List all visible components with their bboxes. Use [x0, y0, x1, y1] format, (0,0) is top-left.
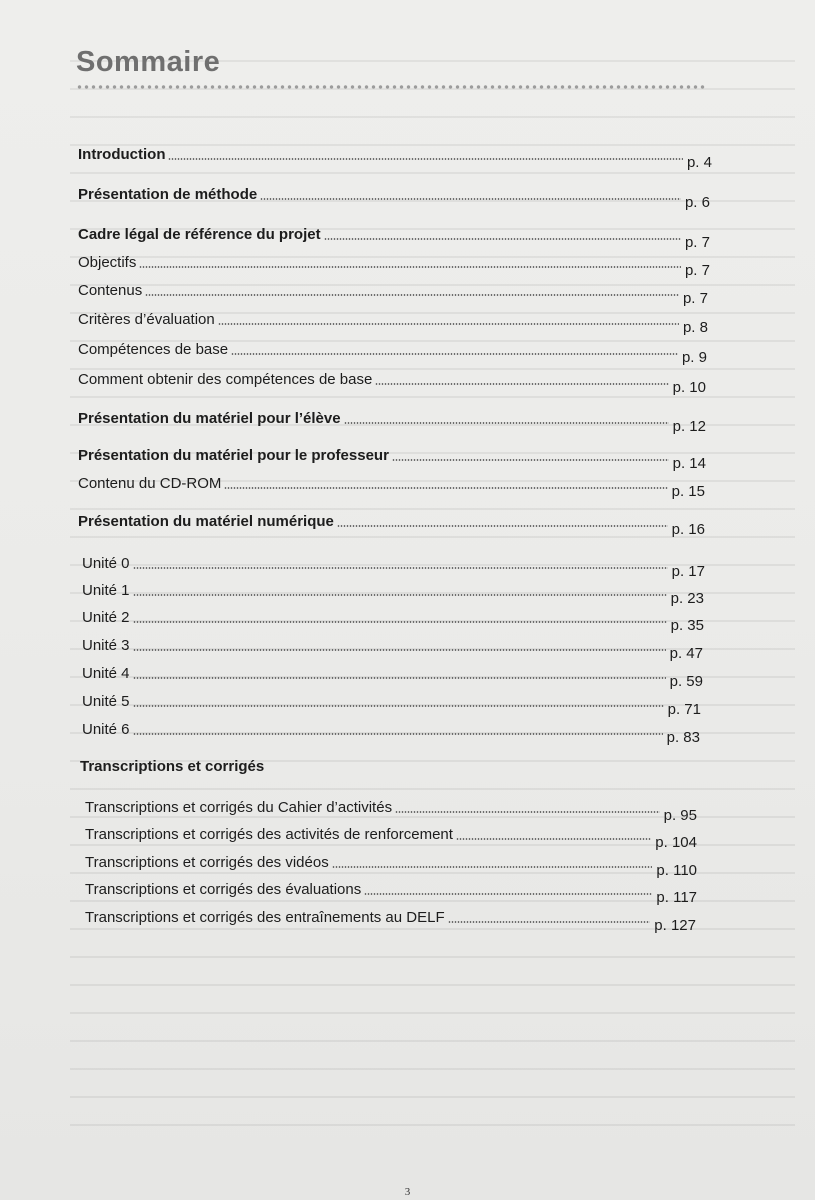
toc-entry-label: Présentation du matériel pour l’élève [78, 410, 341, 427]
toc-entry-page: p. 12 [672, 418, 706, 435]
toc-entry-label: Critères d’évaluation [78, 311, 215, 328]
dot-leader [375, 383, 668, 385]
toc-entry-label: Compétences de base [78, 341, 229, 358]
dot-leader [392, 459, 669, 461]
section-heading-transcriptions: Transcriptions et corrigés [80, 758, 265, 775]
dot-leader [133, 705, 664, 707]
toc-entry-label: Unité 4 [82, 665, 130, 682]
toc-entry-label: Présentation du matériel pour le professeur [78, 447, 389, 464]
toc-entry [78, 404, 706, 435]
toc-entry-label: Présentation du matériel numérique [78, 513, 334, 530]
dot-leader [448, 921, 651, 923]
toc-entry-label: Unité 5 [82, 693, 130, 710]
toc-entry [78, 365, 706, 396]
toc-entry-page: p. 35 [670, 617, 704, 634]
dot-leader [218, 323, 679, 325]
toc-entry [78, 335, 707, 366]
toc-entry [78, 180, 710, 211]
dot-leader [145, 294, 679, 296]
dot-leader [133, 621, 667, 623]
toc-entry-page: p. 9 [681, 349, 707, 366]
toc-entry [82, 576, 704, 607]
dot-leader [395, 811, 660, 813]
dot-leader [324, 238, 681, 240]
toc-entry-page: p. 47 [669, 645, 703, 662]
toc-entry [78, 276, 708, 307]
toc-entry-label: Transcriptions et corrigés des entraînements au DELF [85, 909, 445, 926]
dot-leader [344, 422, 669, 424]
toc-entry-label: Introduction [78, 146, 166, 163]
toc-entry [85, 875, 697, 906]
dot-leader [337, 525, 668, 527]
toc-entry-page: p. 95 [663, 807, 697, 824]
dot-leader [133, 677, 666, 679]
toc-entry-label: Transcriptions et corrigés des évaluations [85, 881, 362, 898]
toc-entry [85, 793, 697, 824]
dot-leader [332, 866, 653, 868]
toc-entry-label: Transcriptions et corrigés des vidéos [85, 854, 329, 871]
toc-entry-page: p. 6 [684, 194, 710, 211]
toc-entry [78, 220, 710, 251]
dot-leader [224, 487, 667, 489]
toc-entry-page: p. 8 [682, 319, 708, 336]
toc-entry-page: p. 110 [656, 862, 697, 879]
toc-entry-label: Unité 2 [82, 609, 130, 626]
toc-entry-page: p. 23 [670, 590, 704, 607]
page-title: Sommaire [76, 46, 221, 78]
toc-entry [85, 820, 697, 851]
toc-entry [78, 305, 708, 336]
toc-entry-page: p. 83 [666, 729, 700, 746]
toc-entry-page: p. 17 [671, 563, 705, 580]
toc-entry-label: Unité 0 [82, 555, 130, 572]
toc-entry-page: p. 16 [671, 521, 705, 538]
toc-entry-page: p. 59 [669, 673, 703, 690]
toc-entry-label: Contenus [78, 282, 143, 299]
toc-entry [78, 507, 705, 538]
toc-entry [78, 248, 710, 279]
toc-entry [85, 848, 697, 879]
page-number: 3 [404, 1186, 411, 1198]
toc-entry-label: Cadre légal de référence du projet [78, 226, 321, 243]
toc-entry [78, 441, 706, 472]
toc-entry [82, 549, 705, 580]
toc-entry-label: Comment obtenir des compétences de base [78, 371, 373, 388]
dot-leader [133, 649, 666, 651]
toc-entry-label: Contenu du CD-ROM [78, 475, 222, 492]
toc-entry [82, 603, 704, 634]
toc-entry [82, 631, 703, 662]
toc-entry [82, 659, 703, 690]
toc-entry-page: p. 71 [667, 701, 701, 718]
toc-entry-page: p. 7 [684, 262, 710, 279]
toc-entry-page: p. 10 [672, 379, 706, 396]
dot-leader [231, 353, 678, 355]
toc-entry-page: p. 7 [684, 234, 710, 251]
dot-leader [168, 158, 682, 160]
dot-leader [139, 266, 681, 268]
dot-leader [133, 733, 663, 735]
toc-entry-label: Unité 3 [82, 637, 130, 654]
toc-entry-label: Présentation de méthode [78, 186, 258, 203]
toc-entry-page: p. 117 [656, 889, 697, 906]
toc-entry [82, 715, 700, 746]
toc-entry-page: p. 7 [682, 290, 708, 307]
toc-entry-label: Unité 1 [82, 582, 130, 599]
dot-leader [133, 594, 667, 596]
dot-leader [364, 893, 652, 895]
toc-entry-label: Transcriptions et corrigés des activités de renforcement [85, 826, 453, 843]
toc-entry-label: Objectifs [78, 254, 137, 271]
toc-entry [78, 140, 712, 171]
toc-entry-label: Unité 6 [82, 721, 130, 738]
toc-entry-page: p. 127 [654, 917, 696, 934]
toc-entry-page: p. 14 [672, 455, 706, 472]
toc-entry-page: p. 15 [671, 483, 705, 500]
dot-leader [456, 838, 651, 840]
toc-entry [78, 469, 705, 500]
toc-entry [85, 903, 696, 934]
toc-entry-page: p. 4 [686, 154, 712, 171]
toc-entry-label: Transcriptions et corrigés du Cahier d’activités [85, 799, 393, 816]
dot-leader [133, 567, 668, 569]
dot-leader [260, 198, 681, 200]
toc-entry-page: p. 104 [655, 834, 697, 851]
toc-entry [82, 687, 701, 718]
